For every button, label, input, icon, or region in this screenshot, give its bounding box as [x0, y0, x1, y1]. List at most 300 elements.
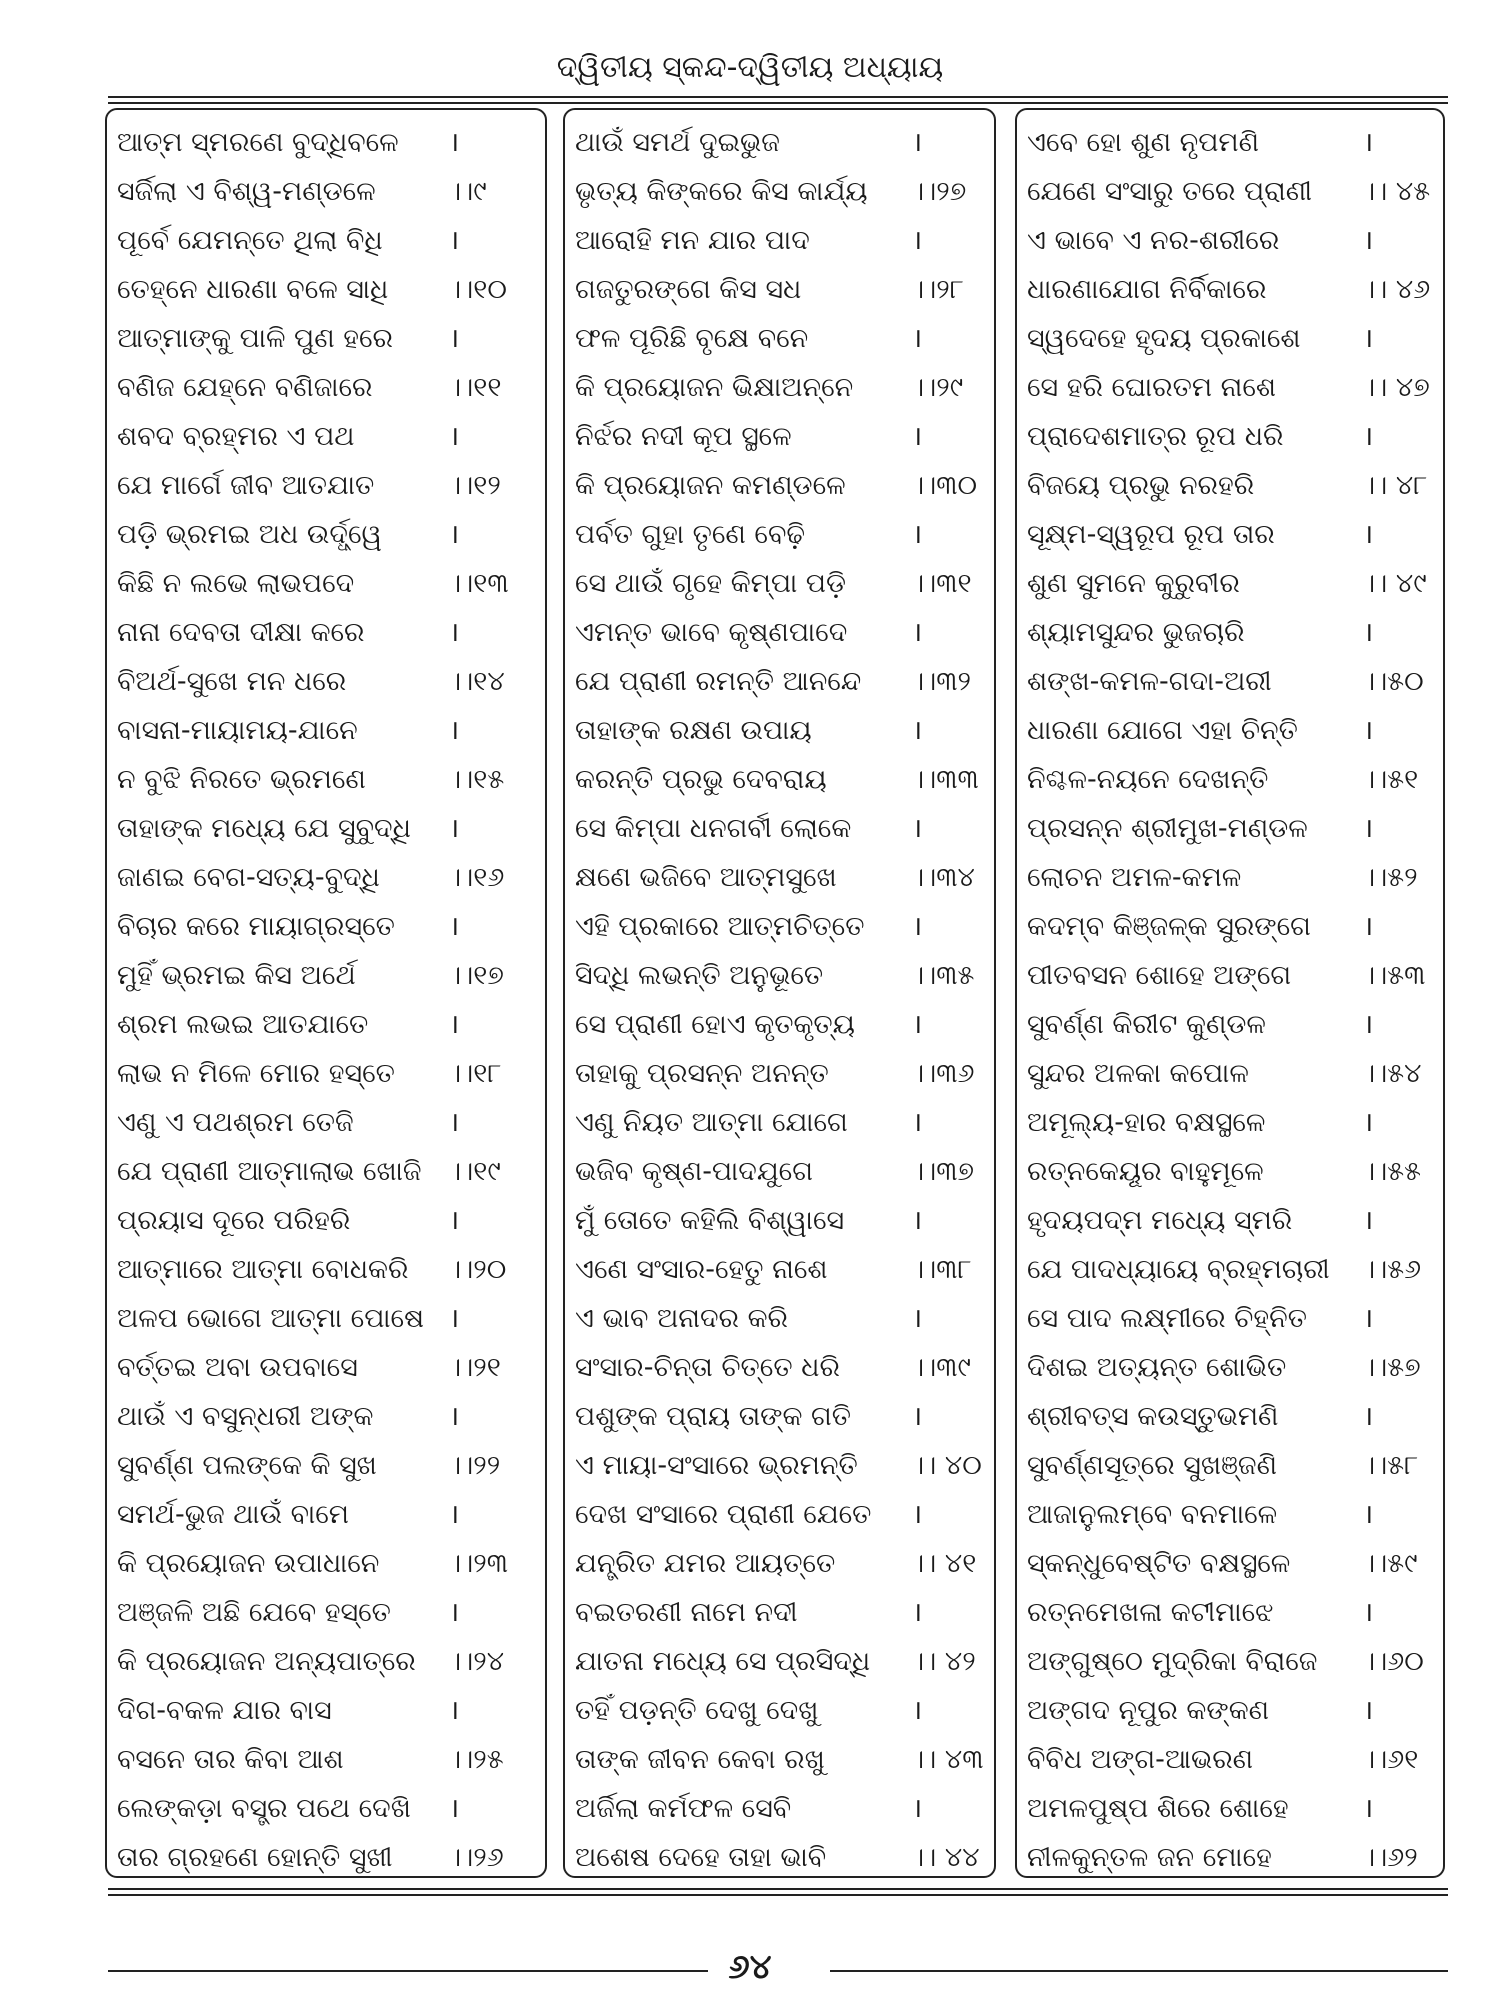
verse-number: । — [449, 1597, 460, 1628]
verse-number: ।।୩୧ — [912, 568, 972, 599]
verse-line — [565, 559, 994, 608]
verse-text: ଅର୍ଜିଲା କର୍ମଫଳ ସେବି — [575, 1793, 792, 1824]
verse-number: ।।୧୦ — [449, 274, 507, 305]
header-rule-top — [108, 96, 1448, 98]
verse-text: ତହିଁ ପଡ଼ନ୍ତି ଦେଖୁ ଦେଖୁ — [575, 1695, 819, 1726]
verse-number: ।। ୪୮ — [1363, 470, 1428, 501]
verse-line — [1017, 804, 1443, 853]
verse-line — [565, 1833, 994, 1882]
verse-line — [565, 1000, 994, 1049]
verse-number: ।।୩୮ — [912, 1254, 972, 1285]
verse-number: ।।୬୨ — [1363, 1842, 1418, 1873]
verse-line — [107, 1539, 545, 1588]
verse-line — [1017, 1686, 1443, 1735]
verse-text: ତାହାକୁ ପ୍ରସନ୍ନ ଅନନ୍ତ — [575, 1058, 829, 1089]
verse-line — [565, 1147, 994, 1196]
verse-number: ।।୩୪ — [912, 862, 975, 893]
verse-text: ଯେ ପ୍ରାଣୀ ଆତ୍ମାଲାଭ ଖୋଜି — [117, 1156, 422, 1187]
verse-text: ଆଜାନୁଲମ୍ବେ ବନମାଳେ — [1027, 1499, 1278, 1530]
verse-line — [107, 1833, 545, 1882]
verse-text: ଦେଖ ସଂସାରେ ପ୍ରାଣୀ ଯେତେ — [575, 1499, 872, 1530]
verse-line — [565, 1539, 994, 1588]
verse-number: ।।୫୩ — [1363, 960, 1426, 991]
verse-line — [107, 1441, 545, 1490]
verse-text: ପଡ଼ି ଭ୍ରମଇ ଅଧ ଉର୍ଦ୍ଧ୍ୱେ — [117, 519, 382, 550]
verse-number: । — [912, 1205, 923, 1236]
verse-number: । — [1363, 813, 1374, 844]
verse-line — [1017, 265, 1443, 314]
verse-line — [107, 265, 545, 314]
verse-text: ଲାଭ ନ ମିଳେ ମୋର ହସ୍ତେ — [117, 1058, 395, 1089]
verse-number: ।।୫୬ — [1363, 1254, 1422, 1285]
verse-line — [1017, 412, 1443, 461]
verse-number: । — [1363, 1009, 1374, 1040]
verse-text: ଦିଶଇ ଅତ୍ୟନ୍ତ ଶୋଭିତ — [1027, 1352, 1287, 1383]
verse-number: । — [1363, 1499, 1374, 1530]
verse-text: ନିଶ୍ଚଳ-ନୟନେ ଦେଖନ୍ତି — [1027, 764, 1269, 795]
verse-line — [107, 804, 545, 853]
verse-number: ।।୩୩ — [912, 764, 979, 795]
verse-text: ଏବେ ହୋ ଶୁଣ ନୃପମଣି — [1027, 127, 1260, 158]
verse-number: । — [1363, 715, 1374, 746]
verse-number: । — [449, 1695, 460, 1726]
verse-line — [107, 314, 545, 363]
verse-number: । — [912, 519, 923, 550]
verse-line — [107, 657, 545, 706]
verse-text: ତାର ଗ୍ରହଣେ ହୋନ୍ତି ସୁଖୀ — [117, 1842, 393, 1873]
verse-number: ।।୨୫ — [449, 1744, 504, 1775]
verse-text: ଶ୍ରମ ଲଭଇ ଆତଯାତେ — [117, 1009, 369, 1040]
verse-line — [565, 216, 994, 265]
verse-text: ତାଙ୍କ ଜୀବନ କେବା ରଖୁ — [575, 1744, 825, 1775]
verse-line — [107, 1686, 545, 1735]
verse-line — [1017, 510, 1443, 559]
verse-line — [1017, 1735, 1443, 1784]
verse-number: ।।୨୦ — [449, 1254, 507, 1285]
verse-text: ପର୍ବତ ଗୁହା ତୃଣେ ବେଢ଼ି — [575, 519, 806, 550]
verse-number: ।।୨୯ — [912, 372, 964, 403]
verse-line — [565, 510, 994, 559]
verse-number: ।।୩୫ — [912, 960, 975, 991]
verse-line — [1017, 1098, 1443, 1147]
verse-number: । — [1363, 421, 1374, 452]
verse-text: ସେ ହରି ଘୋରତମ ନାଶେ — [1027, 372, 1276, 403]
verse-line — [565, 1784, 994, 1833]
verse-number: ।।୧୪ — [449, 666, 505, 697]
verse-text: ଯେ ପ୍ରାଣୀ ରମନ୍ତି ଆନନ୍ଦେ — [575, 666, 862, 697]
verse-text: ଶ୍ରୀବତ୍ସ କଉସ୍ତୁଭମଣି — [1027, 1401, 1279, 1432]
verse-line — [565, 1637, 994, 1686]
verse-text: ଲେଙ୍କଡ଼ା ବସ୍ତ୍ର ପଥେ ଦେଖି — [117, 1793, 411, 1824]
verse-text: ଶବଦ ବ୍ରହ୍ମର ଏ ପଥ — [117, 421, 355, 452]
verse-number: ।। ୪୩ — [912, 1744, 984, 1775]
verse-line — [565, 1343, 994, 1392]
verse-number: ।।୯ — [449, 176, 487, 207]
verse-number: ।।୨୪ — [449, 1646, 505, 1677]
verse-number: ।।୨୧ — [449, 1352, 501, 1383]
verse-text: ରତ୍ନକେୟୂର ବାହୁମୂଳେ — [1027, 1156, 1264, 1187]
verse-text: ଆତ୍ମାରେ ଆତ୍ମା ବୋଧକରି — [117, 1254, 409, 1285]
verse-line — [1017, 1637, 1443, 1686]
verse-text: ସିଦ୍ଧି ଲଭନ୍ତି ଅନୁଭୂତେ — [575, 960, 824, 991]
verse-text: କି ପ୍ରୟୋଜନ କମଣ୍ଡଳେ — [575, 470, 846, 501]
verse-line — [107, 706, 545, 755]
verse-number: ।।୧୬ — [449, 862, 505, 893]
verse-line — [565, 657, 994, 706]
verse-text: ହୃଦୟପଦ୍ମ ମଧ୍ୟେ ସ୍ମରି — [1027, 1205, 1293, 1236]
verse-line — [565, 1098, 994, 1147]
verse-text: ସଂସାର-ଚିନ୍ତା ଚିତ୍ତେ ଧରି — [575, 1352, 840, 1383]
verse-number: ।।୩୯ — [912, 1352, 971, 1383]
verse-number: । — [912, 617, 923, 648]
verse-number: ।। ୪୧ — [912, 1548, 977, 1579]
verse-number: ।।୩୭ — [912, 1156, 975, 1187]
verse-line — [565, 314, 994, 363]
verse-line — [107, 1588, 545, 1637]
verse-line — [1017, 1539, 1443, 1588]
verse-text: ଏ ଭାବ ଅନାଦର କରି — [575, 1303, 789, 1334]
verse-line — [107, 1637, 545, 1686]
verse-text: ସୁବର୍ଣ୍ଣସୂତ୍ରେ ସୁଖଞ୍ଜଣି — [1027, 1450, 1277, 1481]
verse-line — [565, 804, 994, 853]
verse-number: । — [1363, 323, 1374, 354]
verse-line — [1017, 461, 1443, 510]
verse-line — [1017, 363, 1443, 412]
verse-number: । — [1363, 617, 1374, 648]
verse-line — [107, 510, 545, 559]
verse-text: ଯେଣେ ସଂସାରୁ ତରେ ପ୍ରାଣୀ — [1027, 176, 1313, 207]
verse-text: କିଛି ନ ଲଭେ ଲାଭପଦେ — [117, 568, 355, 599]
verse-text: ନ ବୁଝି ନିରତେ ଭ୍ରମଣେ — [117, 764, 366, 795]
verse-line — [1017, 118, 1443, 167]
verse-text: ସ୍କନ୍ଧୁବେଷ୍ଟିତ ବକ୍ଷସ୍ଥଳେ — [1027, 1548, 1291, 1579]
verse-line — [107, 608, 545, 657]
verse-text: ସେ ପାଦ ଲକ୍ଷ୍ମୀରେ ଚିହ୍ନିତ — [1027, 1303, 1307, 1334]
verse-text: ବଇତରଣୀ ନାମେ ନଦୀ — [575, 1597, 798, 1628]
verse-line — [107, 216, 545, 265]
verse-text: ଯେ ପାଦଧ୍ୟାୟେ ବ୍ରହ୍ମଚାରୀ — [1027, 1254, 1330, 1285]
verse-column-2 — [563, 108, 996, 1878]
verse-number: । — [1363, 1695, 1374, 1726]
verse-line — [107, 1245, 545, 1294]
verse-line — [107, 1000, 545, 1049]
verse-number: । — [912, 1401, 923, 1432]
verse-number: । — [449, 1499, 460, 1530]
verse-text: ବସନେ ତାର କିବା ଆଶ — [117, 1744, 344, 1775]
verse-text: ପୂର୍ବେ ଯେମନ୍ତେ ଥିଲା ବିଧି — [117, 225, 383, 256]
verse-text: ଏଣୁ ଏ ପଥଶ୍ରମ ତେଜି — [117, 1107, 354, 1138]
header-rule-bottom — [108, 102, 1448, 104]
verse-number: । — [912, 813, 923, 844]
verse-line — [565, 755, 994, 804]
verse-text: ବିବିଧ ଅଙ୍ଗ-ଆଭରଣ — [1027, 1744, 1254, 1775]
verse-line — [1017, 1833, 1443, 1882]
verse-number: । — [449, 715, 460, 746]
verse-number: । — [912, 1499, 923, 1530]
verse-line — [107, 1049, 545, 1098]
verse-line — [1017, 1049, 1443, 1098]
verse-text: ତାହାଙ୍କ ରକ୍ଷଣ ଉପାୟ — [575, 715, 812, 746]
verse-number: ।।୫୮ — [1363, 1450, 1419, 1481]
verse-text: ନିର୍ଝର ନଦୀ କୂପ ସ୍ଥଳେ — [575, 421, 792, 452]
verse-text: ଆତ୍ମାଙ୍କୁ ପାଳି ପୁଣ ହରେ — [117, 323, 393, 354]
verse-line — [1017, 1392, 1443, 1441]
verse-text: ସୁବର୍ଣ୍ଣ କିରୀଟ କୁଣ୍ଡଳ — [1027, 1009, 1266, 1040]
verse-line — [1017, 1490, 1443, 1539]
verse-line — [107, 755, 545, 804]
verse-text: ଥାଉଁ ସମର୍ଥ ଦୁଇଭୁଜ — [575, 127, 780, 158]
footer-rule-bottom — [108, 1894, 1448, 1896]
footer-rule-top — [108, 1888, 1448, 1890]
verse-line — [1017, 559, 1443, 608]
verse-line — [107, 559, 545, 608]
verse-text: ସମର୍ଥ-ଭୁଜ ଥାଉଁ ବାମେ — [117, 1499, 349, 1530]
verse-number: ।।୩୬ — [912, 1058, 975, 1089]
verse-text: ବଣିଜ ଯେହ୍ନେ ବଣିଜାରେ — [117, 372, 373, 403]
verse-line — [107, 1098, 545, 1147]
verse-text: ଏ ଭାବେ ଏ ନର-ଶରୀରେ — [1027, 225, 1280, 256]
verse-number: ।।୫୨ — [1363, 862, 1418, 893]
verse-text: ବିଚାର କରେ ମାୟାଗ୍ରସ୍ତେ — [117, 911, 395, 942]
verse-text: କି ପ୍ରୟୋଜନ ଉପାଧାନେ — [117, 1548, 380, 1579]
verse-text: ଅଙ୍ଗଦ ନୂପୁର କଙ୍କଣ — [1027, 1695, 1270, 1726]
verse-text: ଅମୂଲ୍ୟ-ହାର ବକ୍ଷସ୍ଥଳେ — [1027, 1107, 1266, 1138]
verse-text: ମୁହିଁ ଭ୍ରମଇ କିସ ଅର୍ଥେ — [117, 960, 356, 991]
verse-line — [565, 1441, 994, 1490]
verse-line — [1017, 1245, 1443, 1294]
verse-line — [107, 461, 545, 510]
verse-text: ବର୍ତ୍ତଇ ଅବା ଉପବାସେ — [117, 1352, 358, 1383]
verse-number: । — [1363, 911, 1374, 942]
verse-line — [1017, 1441, 1443, 1490]
verse-text: ପୀତବସନ ଶୋହେ ଅଙ୍ଗେ — [1027, 960, 1292, 991]
verse-number: ।।୧୯ — [449, 1156, 501, 1187]
verse-line — [565, 853, 994, 902]
verse-line — [565, 167, 994, 216]
verse-text: ଯନ୍ତ୍ରିତ ଯମର ଆୟତ୍ତେ — [575, 1548, 836, 1579]
footer-line-right — [830, 1970, 1448, 1972]
verse-line — [565, 951, 994, 1000]
verse-line — [1017, 608, 1443, 657]
verse-text: ଅଶେଷ ଦେହେ ତାହା ଭାବି — [575, 1842, 827, 1873]
verse-line — [1017, 706, 1443, 755]
verse-text: ତେହ୍ନେ ଧାରଣା ବଳେ ସାଧି — [117, 274, 389, 305]
verse-number: । — [912, 1107, 923, 1138]
verse-line — [565, 265, 994, 314]
verse-text: ନୀଳକୁନ୍ତଳ ଜନ ମୋହେ — [1027, 1842, 1272, 1873]
verse-line — [565, 118, 994, 167]
verse-number: । — [449, 1009, 460, 1040]
verse-line — [107, 1490, 545, 1539]
verse-number: ।।୩୨ — [912, 666, 971, 697]
verse-text: ସୁନ୍ଦର ଅଳକା କପୋଳ — [1027, 1058, 1249, 1089]
verse-text: ଯାତନା ମଧ୍ୟେ ସେ ପ୍ରସିଦ୍ଧି — [575, 1646, 871, 1677]
verse-number: । — [912, 225, 923, 256]
verse-number: । — [1363, 1107, 1374, 1138]
verse-number: । — [912, 421, 923, 452]
verse-text: ଲୋଚନ ଅମଳ-କମଳ — [1027, 862, 1242, 893]
verse-number: । — [1363, 1303, 1374, 1334]
verse-text: ନାନା ଦେବତା ଦୀକ୍ଷା କରେ — [117, 617, 365, 648]
verse-line — [107, 1294, 545, 1343]
verse-text: ଦିଗ-ବକଳ ଯାର ବାସ — [117, 1695, 332, 1726]
verse-number: ।। ୪୯ — [1363, 568, 1427, 599]
verse-number: ।।୫୪ — [1363, 1058, 1422, 1089]
verse-number: । — [449, 519, 460, 550]
verse-line — [107, 902, 545, 951]
verse-text: ସେ କିମ୍ପା ଧନଗର୍ବୀ ଲୋକେ — [575, 813, 852, 844]
verse-line — [1017, 1000, 1443, 1049]
verse-number: ।। ୪୭ — [1363, 372, 1430, 403]
verse-line — [107, 412, 545, 461]
verse-number: ।।୫୭ — [1363, 1352, 1421, 1383]
verse-text: ଥାଉଁ ଏ ବସୁନ୍ଧରୀ ଅଙ୍କ — [117, 1401, 374, 1432]
verse-line — [1017, 1588, 1443, 1637]
verse-line — [1017, 1784, 1443, 1833]
verse-number: ।।୨୩ — [449, 1548, 508, 1579]
verse-number: ।।୧୫ — [449, 764, 505, 795]
verse-line — [107, 1343, 545, 1392]
verse-number: । — [1363, 1401, 1374, 1432]
verse-number: ।।୫୧ — [1363, 764, 1419, 795]
verse-line — [565, 1588, 994, 1637]
verse-line — [107, 1784, 545, 1833]
verse-text: ଏମନ୍ତ ଭାବେ କୃଷ୍ଣପାଦେ — [575, 617, 848, 648]
verse-text: ଶ୍ୟାମସୁନ୍ଦର ଭୁଜଚାରି — [1027, 617, 1245, 648]
verse-text: ଗଜତୁରଙ୍ଗେ କିସ ସଧ — [575, 274, 802, 305]
verse-text: ଭଜିବ କୃଷ୍ଣ-ପାଦଯୁଗେ — [575, 1156, 813, 1187]
verse-number: । — [449, 1303, 460, 1334]
verse-text: ପ୍ରାଦେଶମାତ୍ର ରୂପ ଧରି — [1027, 421, 1284, 452]
verse-line — [565, 363, 994, 412]
verse-line — [1017, 1294, 1443, 1343]
verse-number: ।। ୪୪ — [912, 1842, 980, 1873]
verse-line — [565, 1735, 994, 1784]
verse-line — [565, 1490, 994, 1539]
verse-text: ସୂକ୍ଷ୍ମ-ସ୍ୱରୂପ ରୂପ ତାର — [1027, 519, 1275, 550]
verse-text: ଫଳ ପୂରିଛି ବୃକ୍ଷେ ବନେ — [575, 323, 809, 354]
verse-text: ପଶୁଙ୍କ ପ୍ରାୟ ତାଙ୍କ ଗତି — [575, 1401, 852, 1432]
verse-text: କରନ୍ତି ପ୍ରଭୁ ଦେବରାୟ — [575, 764, 827, 795]
verse-text: ଏଣୁ ନିୟତ ଆତ୍ମା ଯୋଗେ — [575, 1107, 848, 1138]
verse-number: । — [912, 715, 923, 746]
verse-line — [565, 1196, 994, 1245]
verse-number: ।। ୪୦ — [912, 1450, 982, 1481]
verse-text: ଶୁଣ ସୁମନେ କୁରୁବୀର — [1027, 568, 1240, 599]
verse-number: । — [1363, 225, 1374, 256]
verse-number: । — [1363, 519, 1374, 550]
verse-text: ପ୍ରୟାସ ଦୂରେ ପରିହରି — [117, 1205, 351, 1236]
verse-text: ସେ ଥାଉଁ ଗୃହେ କିମ୍ପା ପଡ଼ି — [575, 568, 847, 599]
verse-number: ।।୩୦ — [912, 470, 978, 501]
verse-number: । — [449, 1401, 460, 1432]
verse-text: କଦମ୍ବ କିଞ୍ଜଳ୍କ ସୁରଙ୍ଗେ — [1027, 911, 1311, 942]
verse-line — [107, 167, 545, 216]
verse-number: ।। ୪୫ — [1363, 176, 1431, 207]
verse-number: ।।୫୦ — [1363, 666, 1424, 697]
verse-number: । — [449, 323, 460, 354]
verse-number: । — [1363, 1597, 1374, 1628]
verse-text: ଭୃତ୍ୟ କିଙ୍କରେ କିସ କାର୍ଯ୍ୟ — [575, 176, 868, 207]
verse-number: । — [912, 911, 923, 942]
verse-line — [107, 1735, 545, 1784]
verse-number: ।।୨୬ — [449, 1842, 504, 1873]
verse-line — [565, 1686, 994, 1735]
verse-text: ଯେ ମାର୍ଗେ ଜୀବ ଆତଯାତ — [117, 470, 375, 501]
verse-text: ରତ୍ନମେଖଳା କଟୀମାଝେ — [1027, 1597, 1274, 1628]
verse-number: । — [1363, 127, 1374, 158]
verse-text: ଏହି ପ୍ରକାରେ ଆତ୍ମଚିତ୍ତେ — [575, 911, 865, 942]
verse-number: ।।୨୮ — [912, 274, 964, 305]
verse-line — [1017, 902, 1443, 951]
verse-text: ଧାରଣା ଯୋଗେ ଏହା ଚିନ୍ତି — [1027, 715, 1298, 746]
verse-number: । — [449, 225, 460, 256]
verse-line — [565, 412, 994, 461]
verse-line — [1017, 1147, 1443, 1196]
verse-line — [565, 1392, 994, 1441]
verse-line — [107, 1196, 545, 1245]
verse-number: । — [912, 1597, 923, 1628]
verse-number: ।।୧୮ — [449, 1058, 502, 1089]
verse-number: । — [449, 1793, 460, 1824]
verse-line — [107, 951, 545, 1000]
verse-number: ।।୧୭ — [449, 960, 504, 991]
verse-line — [1017, 216, 1443, 265]
verse-number: । — [449, 911, 460, 942]
verse-text: ଶଙ୍ଖ-କମଳ-ଗଦା-ଅରୀ — [1027, 666, 1272, 697]
verse-number: ।। ୪୬ — [1363, 274, 1431, 305]
verse-line — [107, 1392, 545, 1441]
verse-text: ମୁଁ ତୋତେ କହିଲି ବିଶ୍ୱାସେ — [575, 1205, 845, 1236]
verse-text: ସେ ପ୍ରାଣୀ ହୋଏ କୃତକୃତ୍ୟ — [575, 1009, 855, 1040]
verse-text: ଆତ୍ମ ସ୍ମରଣେ ବୁଦ୍ଧିବଳେ — [117, 127, 399, 158]
verse-text: କି ପ୍ରୟୋଜନ ଅନ୍ୟପାତ୍ରେ — [117, 1646, 416, 1677]
verse-number: । — [449, 617, 460, 648]
verse-line — [1017, 1196, 1443, 1245]
verse-text: ଏଣେ ସଂସାର-ହେତୁ ନାଶେ — [575, 1254, 828, 1285]
verse-number: ।।୧୩ — [449, 568, 509, 599]
verse-text: ଅଞ୍ଜଳି ଅଛି ଯେବେ ହସ୍ତେ — [117, 1597, 391, 1628]
verse-line — [1017, 167, 1443, 216]
verse-number: । — [912, 127, 923, 158]
verse-number: ।।୬୧ — [1363, 1744, 1419, 1775]
verse-number: ।।୬୦ — [1363, 1646, 1424, 1677]
verse-line — [565, 461, 994, 510]
verse-number: ।।୫୫ — [1363, 1156, 1421, 1187]
verse-line — [107, 1147, 545, 1196]
verse-line — [1017, 755, 1443, 804]
verse-text: ତାହାଙ୍କ ମଧ୍ୟେ ଯେ ସୁବୁଦ୍ଧି — [117, 813, 411, 844]
verse-line — [565, 1049, 994, 1098]
verse-line — [1017, 1343, 1443, 1392]
verse-line — [565, 1245, 994, 1294]
verse-line — [1017, 657, 1443, 706]
verse-number: ।।୨୨ — [449, 1450, 501, 1481]
verse-column-3 — [1015, 108, 1445, 1878]
verse-column-1 — [105, 108, 547, 1878]
verse-text: ଆରୋହି ମନ ଯାର ପାଦ — [575, 225, 810, 256]
verse-line — [107, 118, 545, 167]
verse-text: ଅଳପ ଭୋଗେ ଆତ୍ମା ପୋଷେ — [117, 1303, 425, 1334]
verse-line — [1017, 314, 1443, 363]
verse-text: କ୍ଷଣେ ଭଜିବେ ଆତ୍ମସୁଖେ — [575, 862, 837, 893]
verse-number: । — [449, 813, 460, 844]
verse-text: ଧାରଣାଯୋଗ ନିର୍ବିକାରେ — [1027, 274, 1267, 305]
verse-text: ଅଙ୍ଗୁଷ୍ଠେ ମୁଦ୍ରିକା ବିରାଜେ — [1027, 1646, 1318, 1677]
verse-number: । — [1363, 1205, 1374, 1236]
verse-number: । — [449, 127, 460, 158]
verse-number: । — [912, 323, 923, 354]
